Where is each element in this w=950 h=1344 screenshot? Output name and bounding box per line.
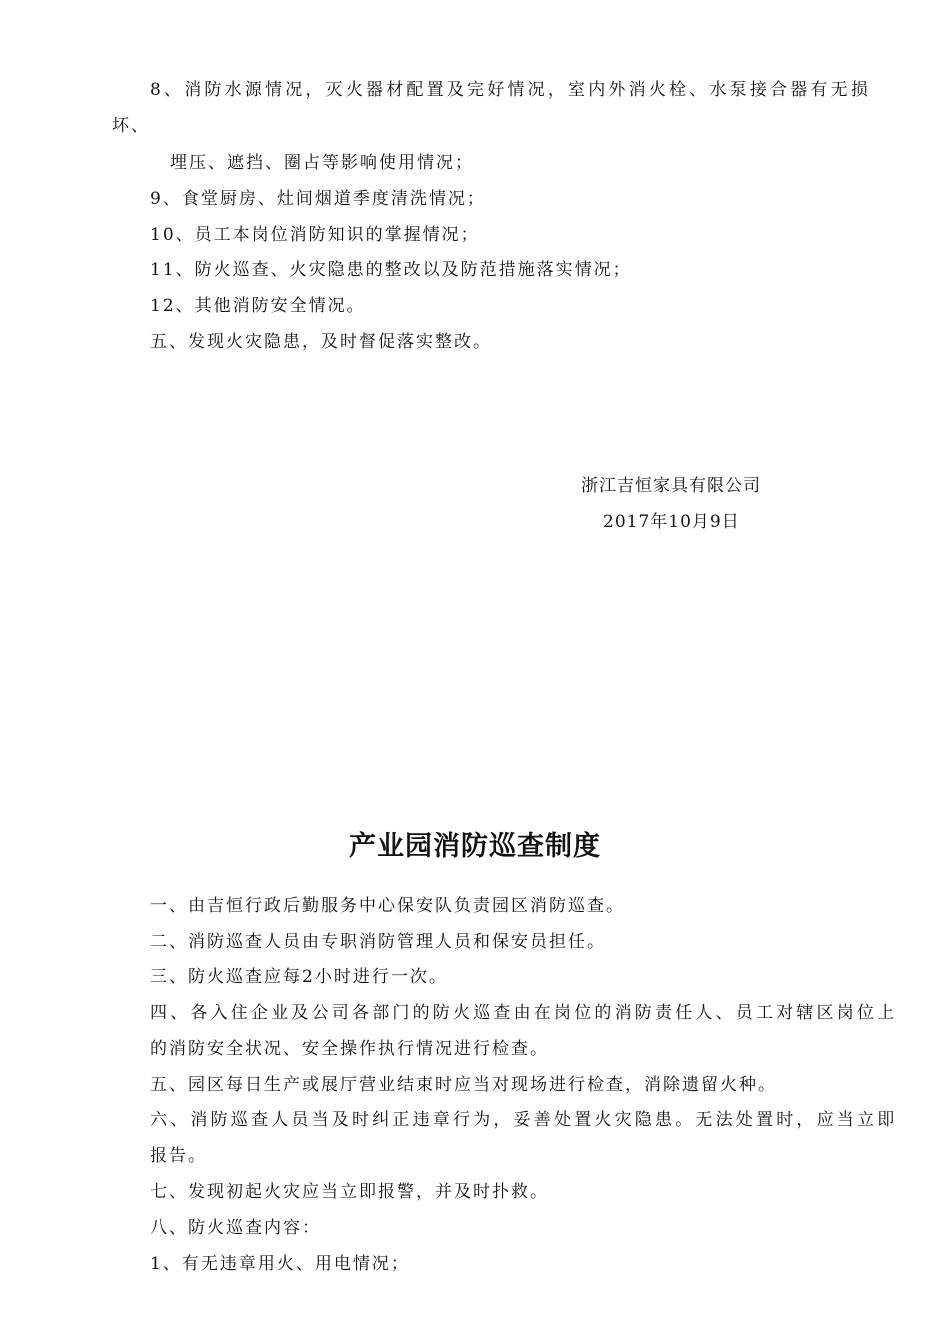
- regulation-item-2: 二、消防巡查人员由专职消防管理人员和保安员担任。: [150, 932, 606, 952]
- regulation-item-4-line-2: 的消防安全状况、安全操作执行情况进行检查。: [150, 1039, 549, 1059]
- regulation-item-7: 七、发现初起火灾应当立即报警，并及时扑救。: [150, 1182, 549, 1202]
- regulation-item-6-line-1: 六、消防巡查人员当及时纠正违章行为，妥善处置火灾隐患。无法处置时，应当立即: [150, 1110, 898, 1130]
- regulation-item-5: 五、园区每日生产或展厅营业结束时应当对现场进行检查，消除遗留火种。: [150, 1075, 777, 1095]
- signature-date: 2017年10月9日: [603, 512, 740, 532]
- item-10: 10、员工本岗位消防知识的掌握情况；: [150, 225, 480, 245]
- regulation-subitem-1: 1、有无违章用火、用电情况；: [150, 1254, 410, 1274]
- item-8-line-3: 埋压、遮挡、圈占等影响使用情况；: [170, 153, 474, 173]
- signature-company: 浙江吉恒家具有限公司: [581, 476, 761, 496]
- section-five: 五、发现火灾隐患，及时督促落实整改。: [150, 332, 492, 352]
- regulation-item-4-line-1: 四、各入住企业及公司各部门的防火巡查由在岗位的消防责任人、员工对辖区岗位上: [150, 1003, 898, 1023]
- item-12: 12、其他消防安全情况。: [150, 296, 366, 316]
- regulation-item-1: 一、由吉恒行政后勤服务中心保安队负责园区消防巡查。: [150, 896, 625, 916]
- item-9: 9、食堂厨房、灶间烟道季度清洗情况；: [150, 189, 486, 209]
- regulation-title: 产业园消防巡查制度: [349, 831, 601, 862]
- regulation-item-8: 八、防火巡查内容：: [150, 1218, 321, 1238]
- regulation-item-6-line-2: 报告。: [150, 1146, 207, 1166]
- item-8-line-2: 坏、: [112, 116, 150, 136]
- item-8-line-1: 8、消防水源情况，灭火器材配置及完好情况，室内外消火栓、水泵接合器有无损: [150, 80, 872, 100]
- item-11: 11、防火巡查、火灾隐患的整改以及防范措施落实情况；: [150, 260, 632, 280]
- regulation-item-3: 三、防火巡查应每2小时进行一次。: [150, 967, 448, 987]
